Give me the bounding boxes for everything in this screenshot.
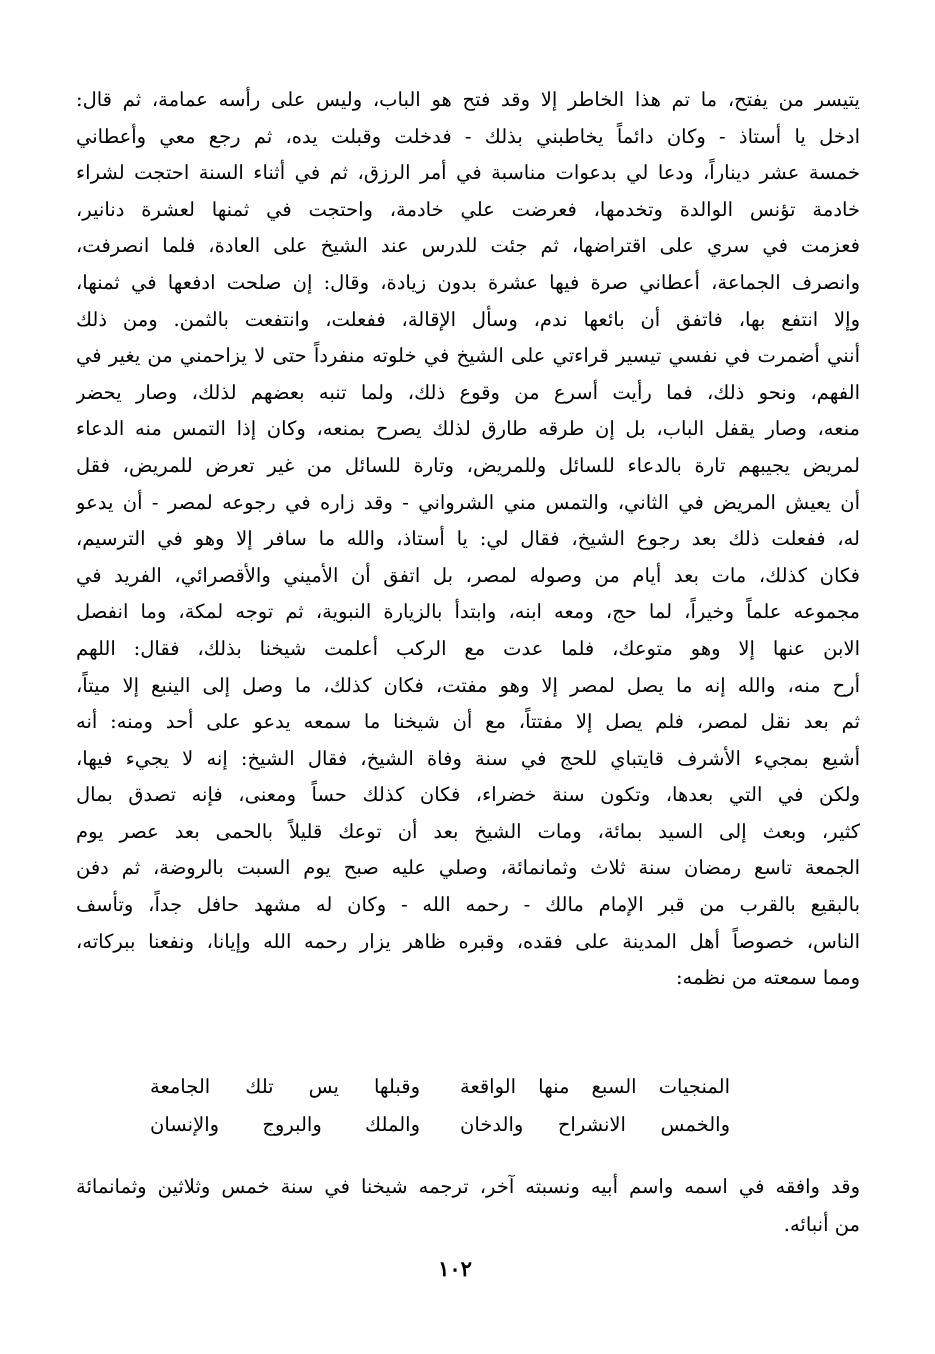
text-line: أن يعيش المريض في الثاني، والتمس مني الشرواني - وقد زاره في رجوعه لمصر - أن يدعو: [76, 490, 860, 514]
poem-verse: [150, 1068, 730, 1106]
verse-second-hemistich: وقبلها يس تلك الجامعة: [150, 1075, 420, 1098]
text-line: فعزمت في سري على اقتراضها، ثم جئت للدرس عند الشيخ على العادة، فلما انصرفت،: [76, 234, 860, 258]
text-line: الفهم، ونحو ذلك، فما رأيت أسرع من وقوع ذلك، ولما تنبه بعضهم لذلك، وصار يحضر: [76, 380, 860, 404]
text-line: أشيع بمجيء الأشرف قايتباي للحج في سنة وفاة الشيخ، فقال الشيخ: إنه لا يجيء فيها،: [76, 746, 860, 770]
verse-second-hemistich: والملك والبروج والإنسان: [150, 1113, 420, 1136]
page-number: ١٠٢: [438, 1256, 472, 1281]
text-line: من أنبائه.: [783, 1213, 860, 1236]
text-line: ثم بعد نقل لمصر، فلم يصل إلا مفتتاً، مع أن شيخنا ما سمعه يدعو على أحد ومنه: أنه: [76, 710, 860, 734]
text-line: وإلا انتفع بها، فاتفق أن بائعها ندم، وسأل الإقالة، ففعلت، وانتفعت بالثمن. ومن ذلك: [76, 307, 860, 331]
text-line: الابن عنها إلا وهو متوعك، فلما عدت مع الركب أعلمت شيخنا بذلك، فقال: اللهم: [76, 636, 860, 660]
verse-first-hemistich: والخمس الانشراح والدخان: [460, 1113, 730, 1136]
text-line: كثير، وبعث إلى السيد بمائة، ومات الشيخ بعد أن توعك قليلاً بالحمى بعد عصر يوم: [76, 819, 860, 843]
text-line: ولكن في التي بعدها، وتكون سنة خضراء، فكان كذلك حساً ومعنى، فإنه تصدق بمال: [76, 783, 860, 807]
text-line: مجموعه علماً وخيراً، لما حج، ومعه ابنه، وابتدأ بالزيارة النبوية، ثم توجه لمكة، وما انفصل: [76, 600, 860, 624]
text-line: يتيسر من يفتح، ما تم هذا الخاطر إلا وقد فتح هو الباب، وليس على رأسه عمامة، ثم قال:: [76, 88, 860, 111]
text-line: منعه، وصار يقفل الباب، بل إن طرقه طارق لذلك يصرح بمنعه، وكان إذا التمس منه الدعاء: [76, 417, 860, 441]
text-line: وانصرف الجماعة، أعطاني صرة فيها عشرة بدون زيادة، وقال: إن صلحت ادفعها في ثمنها،: [76, 270, 860, 294]
closing-text-block: [76, 1168, 860, 1244]
text-line: خادمة تؤنس الوالدة وتخدمها، فعرضت علي خادمة، واحتجت في ثمنها لعشرة دنانير،: [76, 197, 860, 221]
main-text-block: [76, 82, 860, 997]
text-line: ومما سمعته من نظمه:: [675, 966, 860, 990]
text-line: وقد وافقه في اسمه واسم أبيه ونسبته آخر، ترجمه شيخنا في سنة خمس وثلاثين وثمانمائة: [76, 1175, 860, 1198]
verse-first-hemistich: المنجيات السبع منها الواقعة: [460, 1075, 730, 1098]
text-line: خمسة عشر ديناراً، ودعا لي بدعوات مناسبة في أمر الرزق، ثم في أثناء السنة احتجت لشراء: [76, 161, 860, 185]
text-line: بالبقيع بالقرب من قبر الإمام مالك - رحمه الله - وكان له مشهد حافل جداً، وتأسف: [76, 893, 860, 917]
poem-verses: [150, 1068, 730, 1144]
text-line: له، ففعلت ذلك بعد رجوع الشيخ، فقال لي: يا أستاذ، والله ما سافر إلا وهو في الترسيم،: [76, 527, 860, 551]
text-line: الناس، خصوصاً أهل المدينة على فقده، وقبره ظاهر يزار رحمه الله وإيانا، ونفعنا ببركاته،: [76, 929, 860, 953]
poem-verse: [150, 1106, 730, 1144]
text-line: لمريض يجيبهم تارة بالدعاء للسائل وللمريض، وتارة للسائل من غير تعرض للمريض، فقل: [76, 453, 860, 477]
text-line: الجمعة تاسع رمضان سنة ثلاث وثمانمائة، وصلي عليه صبح يوم السبت بالروضة، ثم دفن: [76, 856, 860, 880]
text-line: أرح منه، والله إنه ما يصل لمصر إلا وهو مفتت، فكان كذلك، ما وصل إلى الينبع إلا ميتاً،: [76, 673, 860, 697]
text-line: أنني أضمرت في نفسي تيسير قراءتي على الشيخ في خلوته منفرداً حتى لا يزاحمني من يغير في: [76, 344, 860, 368]
text-line: فكان كذلك، مات بعد أيام من وصوله لمصر، بل اتفق أن الأميني والأقصرائي، الفريد في: [76, 563, 860, 587]
text-line: ادخل يا أستاذ - وكان دائماً يخاطبني بذلك - فدخلت وقبلت يده، ثم رجع معي وأعطاني: [76, 124, 860, 148]
